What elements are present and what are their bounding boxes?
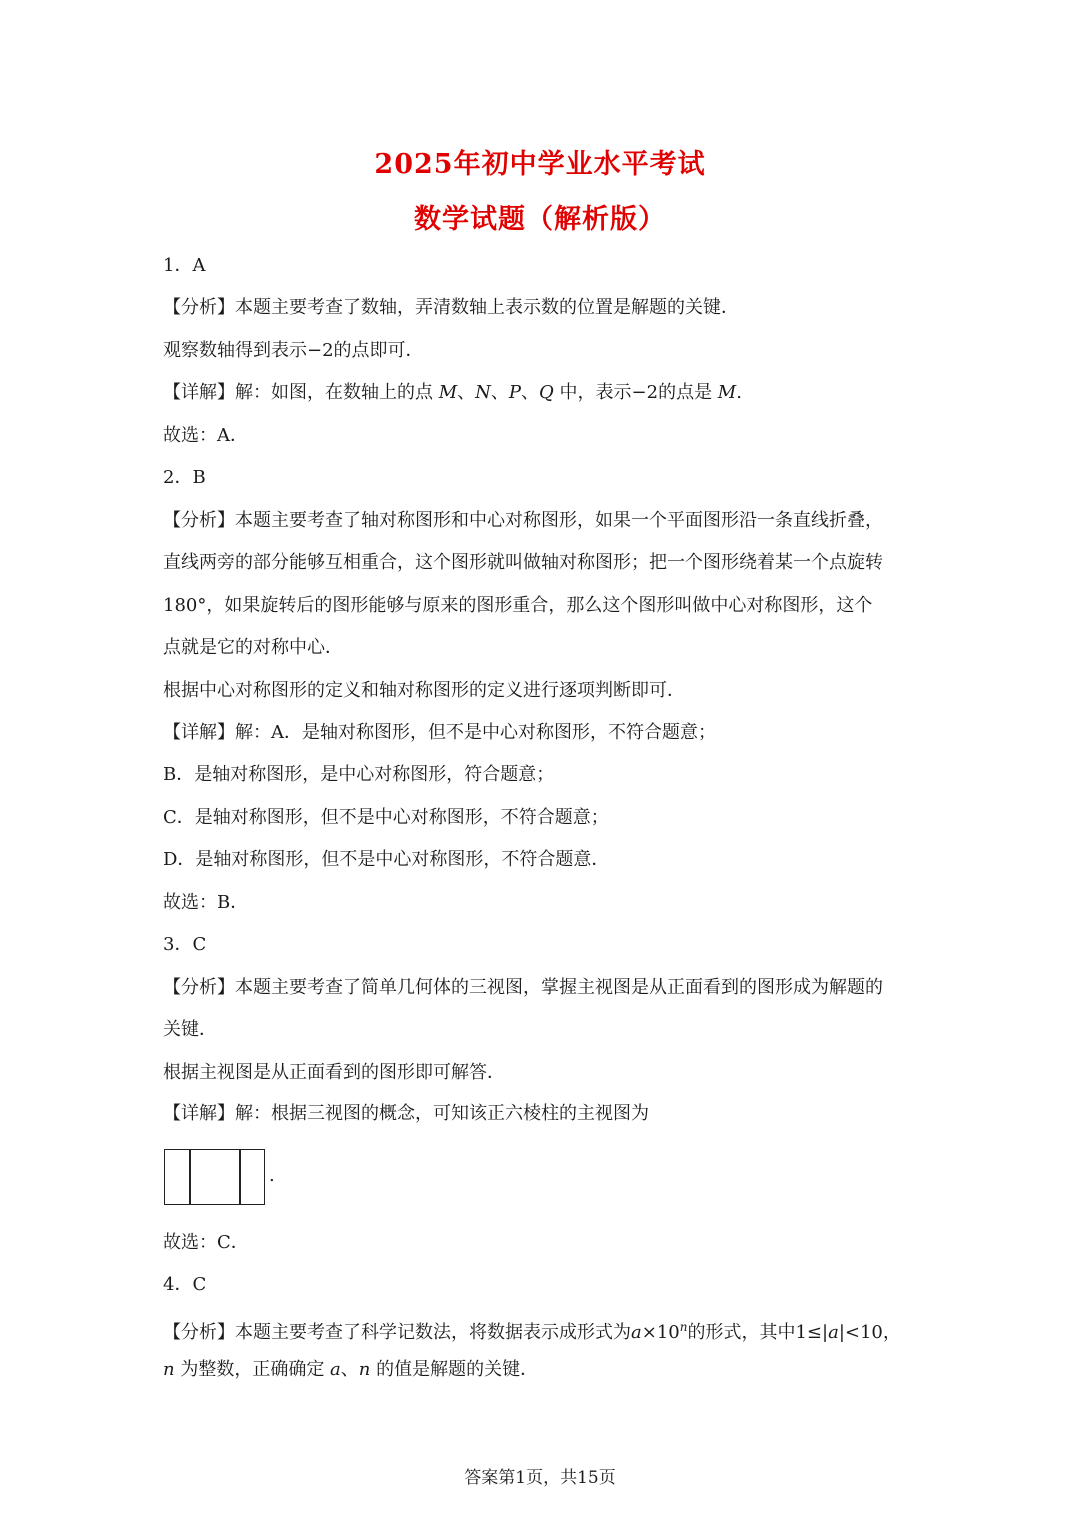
q3-analysis-line-2: 关键． <box>163 1019 217 1040</box>
point-n: N <box>475 382 491 403</box>
q2-analysis-line-4: 点就是它的对称中心． <box>163 637 343 658</box>
q4-analysis-pre: 【分析】本题主要考查了科学记数法，将数据表示成形式为 <box>163 1322 631 1343</box>
q2-detail: 【详解】解：A．是轴对称图形，但不是中心对称图形，不符合题意； <box>163 722 716 743</box>
point-m: M <box>438 382 458 403</box>
q4-answer: 4．C <box>163 1274 207 1295</box>
q1-detail <box>163 381 742 405</box>
q2-analysis-line-2: 直线两旁的部分能够互相重合，这个图形就叫做轴对称图形；把一个图形绕着某一个点旋转 <box>163 552 883 573</box>
separator: 、 <box>457 382 476 403</box>
q3-method: 根据主视图是从正面看到的图形即可解答． <box>163 1062 505 1083</box>
q1-answer: 1．A <box>163 255 206 276</box>
q4-analysis-mid: 的形式，其中1≤| <box>687 1322 829 1343</box>
q4-analysis-end: |<10， <box>838 1322 901 1343</box>
q4-analysis-line-1 <box>163 1315 901 1345</box>
q3-analysis-line-1: 【分析】本题主要考查了简单几何体的三视图，掌握主视图是从正面看到的图形成为解题的 <box>163 977 883 998</box>
q2-option-d: D．是轴对称图形，但不是中心对称图形，不符合题意． <box>163 849 610 870</box>
formula-exponent-n: n <box>679 1320 688 1334</box>
separator: 、 <box>340 1359 359 1380</box>
point-q: Q <box>539 382 554 403</box>
q2-method: 根据中心对称图形的定义和轴对称图形的定义进行逐项判断即可． <box>163 680 685 701</box>
q1-detail-mid: 中，表示−2的点是 <box>553 382 718 403</box>
q1-detail-end: . <box>736 382 742 403</box>
point-p: P <box>508 382 522 403</box>
formula-a: a <box>631 1322 642 1343</box>
q4-line2-mid: 为整数，正确确定 <box>174 1359 331 1380</box>
q4-line2-end: 的值是解题的关键． <box>370 1359 539 1380</box>
q3-choice: 故选：C． <box>163 1232 249 1253</box>
formula-a-abs: a <box>828 1322 839 1343</box>
q3-detail: 【详解】解：根据三视图的概念，可知该正六棱柱的主视图为 <box>163 1103 649 1124</box>
figure-edge-line <box>239 1150 241 1204</box>
separator: 、 <box>521 382 540 403</box>
separator: 、 <box>490 382 509 403</box>
front-view-figure <box>164 1149 265 1205</box>
figure-period: . <box>269 1165 275 1186</box>
var-n: n <box>163 1359 175 1380</box>
page-footer: 答案第1页，共15页 <box>464 1468 616 1488</box>
var-a: a <box>330 1359 341 1380</box>
q1-choice: 故选：A． <box>163 425 248 446</box>
q2-analysis-line-3: 180°，如果旋转后的图形能够与原来的图形重合，那么这个图形叫做中心对称图形，这个 <box>163 595 873 616</box>
q2-option-b: B．是轴对称图形，是中心对称图形，符合题意； <box>163 764 555 785</box>
page-subtitle: 数学试题（解析版） <box>414 204 666 235</box>
q1-method: 观察数轴得到表示−2的点即可． <box>163 340 424 361</box>
point-m-answer: M <box>717 382 737 403</box>
q3-answer: 3．C <box>163 934 207 955</box>
q1-detail-pre: 【详解】解：如图，在数轴上的点 <box>163 382 439 403</box>
var-n: n <box>358 1359 371 1380</box>
figure-edge-line <box>189 1150 191 1204</box>
q4-analysis-line-2 <box>163 1358 538 1382</box>
q2-analysis-line-1: 【分析】本题主要考查了轴对称图形和中心对称图形，如果一个平面图形沿一条直线折叠， <box>163 510 883 531</box>
q1-analysis: 【分析】本题主要考查了数轴，弄清数轴上表示数的位置是解题的关键． <box>163 297 739 318</box>
q2-choice: 故选：B． <box>163 892 249 913</box>
formula-times-ten: ×10 <box>641 1322 680 1343</box>
page-title: 2025年初中学业水平考试 <box>374 149 706 180</box>
q2-option-c: C．是轴对称图形，但不是中心对称图形，不符合题意； <box>163 807 609 828</box>
q2-answer: 2．B <box>163 467 206 488</box>
